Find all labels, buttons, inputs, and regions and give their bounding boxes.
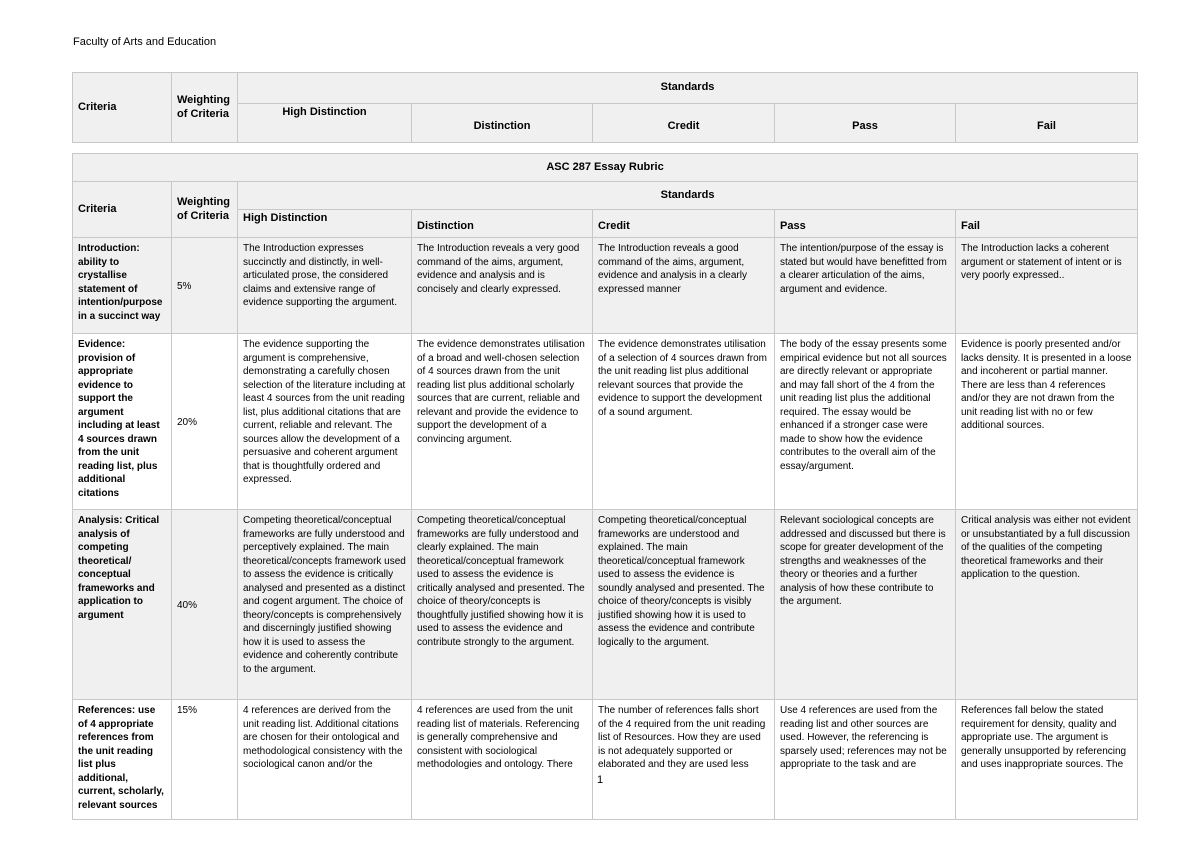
standards-header: Standards [238,73,1138,104]
p-cell: Relevant sociological concepts are addressed and discussed but there is scope for greater development of the strengths and weaknesses of the theory or theories and a further analysis of how these contribute to the argument. [775,510,956,700]
weight-cell: 5% [172,238,238,334]
level-high-distinction: High Distinction [238,210,412,238]
p-cell: The body of the essay presents some empirical evidence but not all sources are directly relevant or appropriate and may fall short of the 4 from the unit reading list plus the additional required. The essay would be enhanced if a stronger case were made to show how the evidence contributes to the overall aim of the essay/argument. [775,334,956,510]
hd-cell: 4 references are derived from the unit reading list. Additional citations are chosen for their ontological and methodological consistency with the sociological canon and/or the [238,700,412,820]
level-distinction: Distinction [412,210,593,238]
p-cell: The intention/purpose of the essay is stated but would have benefitted from a clearer articulation of the aims, argument and evidence. [775,238,956,334]
c-cell: The evidence demonstrates utilisation of a selection of 4 sources drawn from the unit reading list plus additional relevant sources that provide the evidence to support the development of a sound argument. [593,334,775,510]
level-credit: Credit [593,210,775,238]
rubric-row-introduction [73,238,1138,334]
c-cell: The Introduction reveals a good command of the aims, argument, evidence and analysis in a clearly expressed manner [593,238,775,334]
d-cell: The evidence demonstrates utilisation of a broad and well-chosen selection of 4 sources drawn from the unit reading list plus additional scholarly sources that are current, reliable and relevant and provide the evidence to support the development of a convincing argument. [412,334,593,510]
hd-cell: The evidence supporting the argument is comprehensive, demonstrating a carefully chosen selection of the literature including at least 4 sources from the unit reading list, plus additional citations that are current, reliable and relevant. The sources allow the development of a persuasive and coherent argument that is thoughtfully ordered and expressed. [238,334,412,510]
rubric-row-evidence [73,334,1138,510]
p-cell: Use 4 references are used from the reading list and other sources are used. However, the referencing is sparsely used; references may not be appropriate to the task and are [775,700,956,820]
level-credit: Credit [593,104,775,143]
criteria-header: Criteria [73,182,172,238]
weight-cell: 20% [172,334,238,510]
standards-header: Standards [238,182,1138,210]
level-pass: Pass [775,104,956,143]
level-distinction: Distinction [412,104,593,143]
rubric-row-references [73,700,1138,820]
f-cell: Critical analysis was either not evident or unsubstantiated by a full discussion of the qualities of the competing theoretical frameworks and their application to the question. [956,510,1138,700]
f-cell: Evidence is poorly presented and/or lacks density. It is presented in a loose and incoherent or partial manner. There are less than 4 references and/or they are not drawn from the unit reading list with no or few additional sources. [956,334,1138,510]
page-header: Faculty of Arts and Education [73,36,217,48]
f-cell: References fall below the stated requirement for density, quality and appropriate use. The argument is generally unsupported by referencing and uses inappropriate sources. The [956,700,1138,820]
criterion-cell: Analysis: Critical analysis of competing theoretical/ conceptual frameworks and application to argument [73,510,172,700]
d-cell: Competing theoretical/conceptual frameworks are fully understood and clearly explained. The main theoretical/conceptual framework used to assess the evidence is critically analysed and presented. The choice of theory/concepts is thoughtfully justified showing how it is used to assess the evidence and contribute strongly to the argument. [412,510,593,700]
weighting-header: Weighting of Criteria [172,182,238,238]
level-pass: Pass [775,210,956,238]
essay-rubric-table [72,153,1138,820]
criteria-header: Criteria [73,73,172,143]
level-high-distinction: High Distinction [238,104,412,143]
weighting-header: Weighting of Criteria [172,73,238,143]
hd-cell: Competing theoretical/conceptual frameworks are fully understood and perceptively explained. The main theoretical/concepts framework used to assess the evidence is critically analysed and presented as a distinct and cogent argument. The choice of theory/concepts is comprehensively and discerningly justified showing how it is used to assess the evidence and coherently contribute to the argument. [238,510,412,700]
rubric-row-analysis [73,510,1138,700]
level-fail: Fail [956,104,1138,143]
d-cell: The Introduction reveals a very good command of the aims, argument, evidence and analysis and is concisely and clearly expressed. [412,238,593,334]
weight-cell: 40% [172,510,238,700]
criterion-cell: References: use of 4 appropriate references from the unit reading list plus additional, current, scholarly, relevant sources [73,700,172,820]
d-cell: 4 references are used from the unit reading list of materials. Referencing is generally comprehensive and consistent with sociological methodologies and ontology. There [412,700,593,820]
rubric-title: ASC 287 Essay Rubric [73,154,1138,182]
rubric-header-table [72,72,1138,143]
hd-cell: The Introduction expresses succinctly and distinctly, in well-articulated prose, the considered claims and extensive range of evidence supporting the argument. [238,238,412,334]
criterion-cell: Introduction: ability to crystallise statement of intention/purpose in a succinct way [73,238,172,334]
c-cell: The number of references falls short of the 4 required from the unit reading list of Resources. How they are used is not adequately supported or elaborated and they are used less [593,700,775,820]
page-number: 1 [596,774,604,786]
c-cell: Competing theoretical/conceptual frameworks are understood and explained. The main theoretical/conceptual framework used to assess the evidence is soundly analysed and presented. The choice of theory/concepts is visibly justified showing how it is used to assess the evidence and contribute logically to the argument. [593,510,775,700]
weight-cell: 15% [172,700,238,820]
f-cell: The Introduction lacks a coherent argument or statement of intent or is very poorly expressed.. [956,238,1138,334]
level-fail: Fail [956,210,1138,238]
criterion-cell: Evidence: provision of appropriate evidence to support the argument including at least 4 sources drawn from the unit reading list, plus additional citations [73,334,172,510]
